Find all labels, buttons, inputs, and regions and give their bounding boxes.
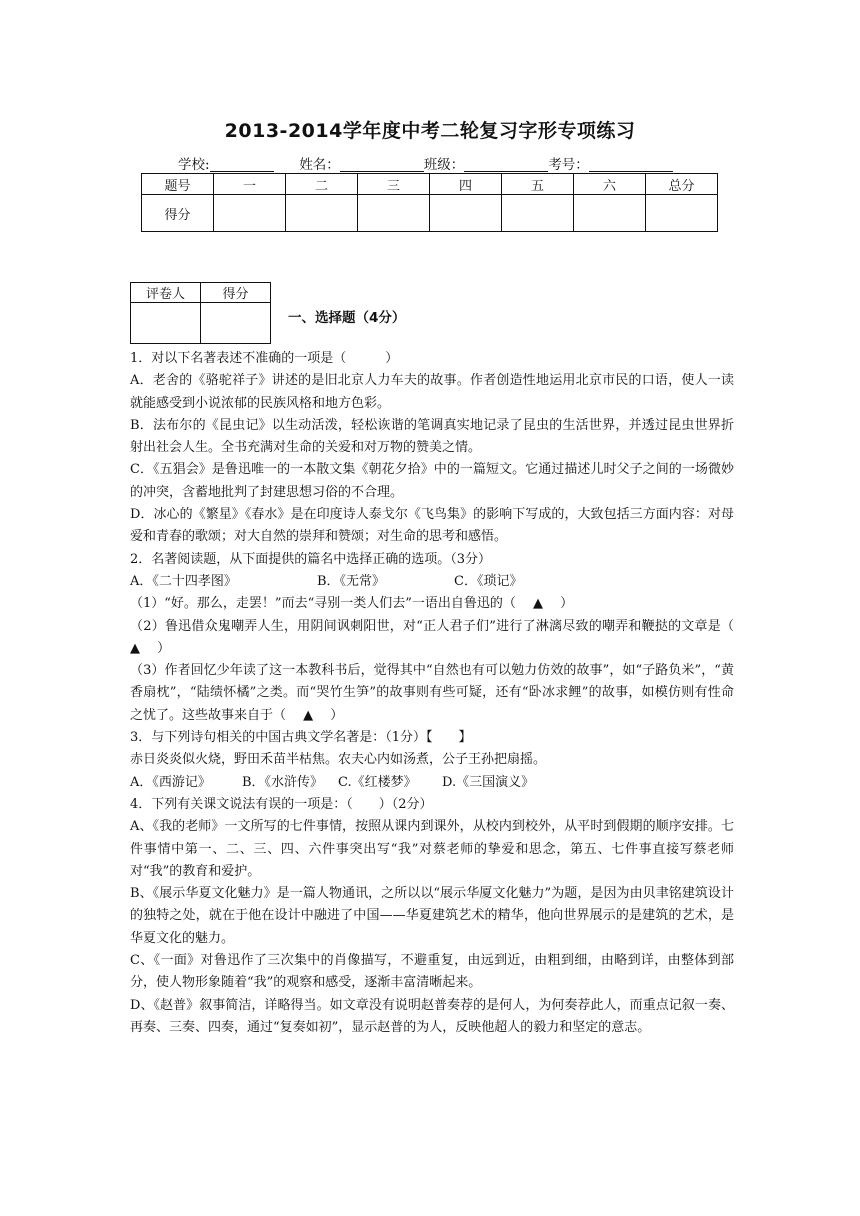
q4-option-c: C、《一面》对鲁迅作了三次集中的肖像描写，不避重复，由远到近，由粗到细，由略到详，由整体到部分，使人物形象随着“我”的观察和感受，逐渐丰富清晰起来。 xyxy=(130,953,734,991)
score-row-label: 得分 xyxy=(142,195,214,232)
q2-stem: 2．名著阅读题，从下面提供的篇名中选择正确的选项。（3分） xyxy=(130,551,492,567)
class-label: 班级： xyxy=(423,157,465,173)
score-table xyxy=(141,173,718,232)
questions-body xyxy=(130,348,752,1039)
score-cell-5[interactable] xyxy=(502,195,574,232)
score-col-6: 六 xyxy=(574,174,646,195)
school-label: 学校: xyxy=(178,157,210,173)
q2-option-c: C．《琐记》 xyxy=(454,573,523,589)
score-cell-1[interactable] xyxy=(214,195,286,232)
score-col-4: 四 xyxy=(430,174,502,195)
grader-score-cell[interactable] xyxy=(201,303,271,344)
q4-option-a: A、《我的老师》一文所写的七件事情，按照从课内到课外，从校内到校外，从平时到假期的顺序安排。七件事情中第一、二、三、四、六件事突出写“我”对蔡老师的挚爱和思念，第五、七件事直接写蔡老师对“我”的教育和爱护。 xyxy=(130,819,734,879)
class-blank[interactable] xyxy=(464,157,548,172)
q3-stem: 3．与下列诗句相关的中国古典文学名著是：（1分）【 】 xyxy=(130,730,472,746)
q3-option-d: D.《三国演义》 xyxy=(442,774,535,790)
q4-option-d: D、《赵普》叙事简洁，详略得当。如文章没有说明赵普奏荐的是何人，为何奏荐此人，而重点记叙一奏、再奏、三奏、四奏，通过“复奏如初”，显示赵普的为人，反映他超人的毅力和坚定的意志。 xyxy=(130,997,734,1035)
q3-poem: 赤日炎炎似火烧，野田禾苗半枯焦。农夫心内如汤煮，公子王孙把扇摇。 xyxy=(130,752,547,768)
q1-option-c: C．《五猖会》是鲁迅唯一的一本散文集《朝花夕拾》中的一篇短文。它通过描述儿时父子之间的一场微妙的冲突，含蓄地批判了封建思想习俗的不合理。 xyxy=(130,462,734,500)
q1-option-a: A．老舍的《骆驼祥子》讲述的是旧北京人力车夫的故事。作者创造性地运用北京市民的口语，使人一读就能感受到小说浓郁的民族风格和地方色彩。 xyxy=(130,373,734,411)
score-col-5: 五 xyxy=(502,174,574,195)
score-col-3: 三 xyxy=(358,174,430,195)
q3-option-b: B．《水浒传》 xyxy=(242,774,324,790)
q3-options xyxy=(130,772,734,794)
q2-option-b: B．《无常》 xyxy=(317,573,386,589)
q4-option-b: B、《展示华夏文化魅力》是一篇人物通讯，之所以以“展示华厦文化魅力”为题，是因为由贝聿铭建筑设计的独特之处，就在于他在设计中融进了中国——华夏建筑艺术的精华，他向世界展示的是建筑的艺术，是华夏文化的魅力。 xyxy=(130,886,734,946)
score-col-total: 总分 xyxy=(646,174,718,195)
q1-option-b: B．法布尔的《昆虫记》以生动活泼，轻松诙谐的笔调真实地记录了昆虫的生活世界，并透过昆虫世界折射出社会人生。全书充满对生命的关爱和对万物的赞美之情。 xyxy=(130,417,734,456)
exam-no-blank[interactable] xyxy=(589,157,673,172)
student-info-line xyxy=(178,153,673,173)
name-blank[interactable] xyxy=(340,157,424,172)
section-1-title: 一、选择题（4分） xyxy=(288,310,406,326)
q4-stem: 4．下列有关课文说法有误的一项是：（ ）（2分） xyxy=(130,796,433,812)
grader-score-label: 得分 xyxy=(201,283,271,303)
name-label: 姓名： xyxy=(299,157,340,173)
exam-no-label: 考号： xyxy=(548,157,589,173)
q2-option-a: A．《二十四孝图》 xyxy=(130,573,237,589)
score-cell-3[interactable] xyxy=(358,195,430,232)
score-col-1: 一 xyxy=(214,174,286,195)
q2-sub-1: （1）“好。那么，走罢！”而去“寻别一类人们去”一语出自鲁迅的（ ▲ ） xyxy=(130,596,574,612)
q1-option-d: D．冰心的《繁星》《春水》是在印度诗人泰戈尔《飞鸟集》的影响下写成的，大致包括三方面内容：对母爱和青春的歌颂；对大自然的崇拜和赞颂；对生命的思考和感悟。 xyxy=(130,507,734,545)
score-cell-2[interactable] xyxy=(286,195,358,232)
grader-cell[interactable] xyxy=(131,303,201,344)
page-title: 2013-2014学年度中考二轮复习字形专项练习 xyxy=(224,120,636,142)
score-cell-4[interactable] xyxy=(430,195,502,232)
score-cell-total[interactable] xyxy=(646,195,718,232)
q1-stem: 1．对以下名著表述不准确的一项是（ ） xyxy=(130,351,399,366)
q2-sub-2: （2）鲁迅借众鬼嘲弄人生，用阴间讽刺阳世，对“正人君子们”进行了淋漓尽致的嘲弄和鞭挞的文章是（ ▲ ） xyxy=(130,618,752,656)
q3-option-c: C.《红楼梦》 xyxy=(338,774,417,790)
school-blank[interactable] xyxy=(210,157,274,172)
grader-label: 评卷人 xyxy=(131,283,201,303)
q2-options xyxy=(130,571,734,593)
score-header-label: 题号 xyxy=(142,174,214,195)
score-cell-6[interactable] xyxy=(574,195,646,232)
q3-option-a: A．《西游记》 xyxy=(130,774,211,790)
grader-table xyxy=(130,282,271,344)
q2-sub-3: （3）作者回忆少年读了这一本教科书后，觉得其中“自然也有可以勉力仿效的故事”，如“子路负米”，“黄香扇枕”，“陆绩怀橘”之类。而“哭竹生笋”的故事则有些可疑，还有“卧冰求鲤”的故事，如模仿则有性命之忧了。这些故事来自于（ ▲ ） xyxy=(130,663,734,723)
score-col-2: 二 xyxy=(286,174,358,195)
